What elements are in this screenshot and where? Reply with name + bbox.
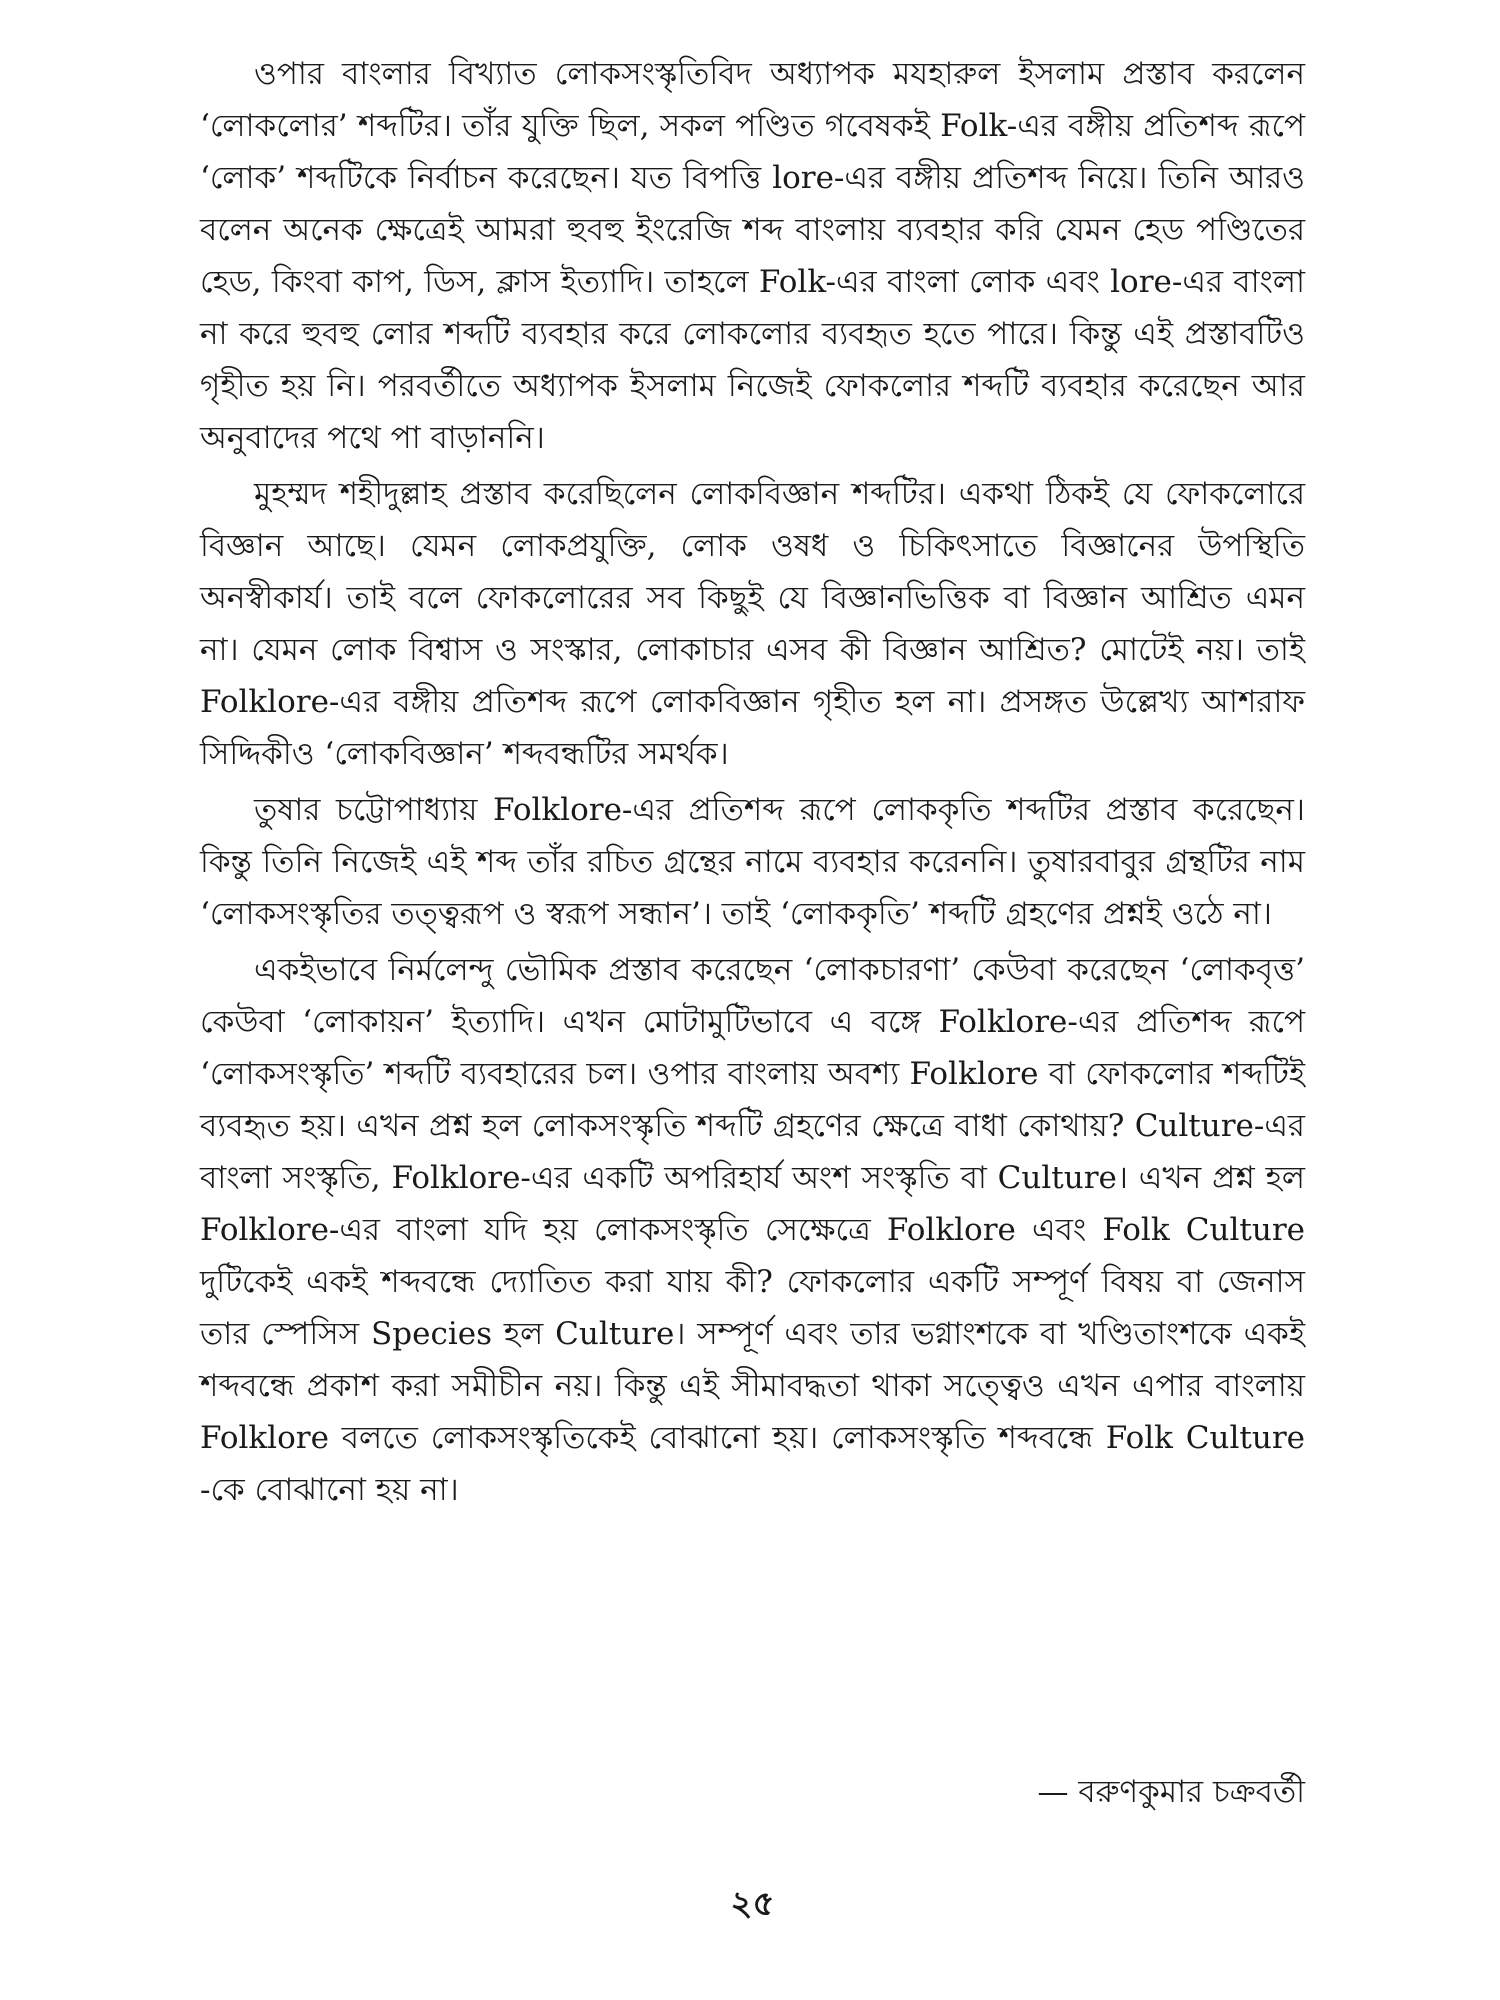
page-number: ২৫ [730, 1884, 775, 1924]
paragraph-4: একইভাবে নির্মলেন্দু ভৌমিক প্রস্তাব করেছেন ‘লোকচারণা’ কেউবা করেছেন ‘লোকবৃত্ত’ কেউবা ‘লোকায়ন’ ইত্যাদি। এখন মোটামুটিভাবে এ বঙ্গে Folklore-এর প্রতিশব্দ রূপে ‘লোকসংস্কৃতি’ শব্দটি ব্যবহারের চল। ওপার বাংলায় অবশ্য Folklore বা ফোকলোর শব্দটিই ব্যবহৃত হয়। এখন প্রশ্ন হল লোকসংস্কৃতি শব্দটি গ্রহণের ক্ষেত্রে বাধা কোথায়? Culture-এর বাংলা সংস্কৃতি, Folklore-এর একটি অপরিহার্য অংশ সংস্কৃতি বা Culture। এখন প্রশ্ন হল Folklore-এর বাংলা যদি হয় লোকসংস্কৃতি সেক্ষেত্রে Folklore এবং Folk Culture দুটিকেই একই শব্দবন্ধে দ্যোতিত করা যায় কী? ফোকলোর একটি সম্পূর্ণ বিষয় বা জেনাস তার স্পেসিস Species হল Culture। সম্পূর্ণ এবং তার ভগ্নাংশকে বা খণ্ডিতাংশকে একই শব্দবন্ধে প্রকাশ করা সমীচীন নয়। কিন্তু এই সীমাবদ্ধতা থাকা সত্ত্বেও এখন এপার বাংলায় Folklore বলতে লোকসংস্কৃতিকেই বোঝানো হয়। লোকসংস্কৃতি শব্দবন্ধে Folk Culture -কে বোঝানো হয় না। [200, 952, 1305, 1508]
paragraph-2: মুহম্মদ শহীদুল্লাহ প্রস্তাব করেছিলেন লোকবিজ্ঞান শব্দটির। একথা ঠিকই যে ফোকলোরে বিজ্ঞান আছে। যেমন লোকপ্রযুক্তি, লোক ওষধ ও চিকিৎসাতে বিজ্ঞানের উপস্থিতি অনস্বীকার্য। তাই বলে ফোকলোরের সব কিছুই যে বিজ্ঞানভিত্তিক বা বিজ্ঞান আশ্রিত এমন না। যেমন লোক বিশ্বাস ও সংস্কার, লোকাচার এসব কী বিজ্ঞান আশ্রিত? মোটেই নয়। তাই Folklore-এর বঙ্গীয় প্রতিশব্দ রূপে লোকবিজ্ঞান গৃহীত হল না। প্রসঙ্গত উল্লেখ্য আশরাফ সিদ্দিকীও ‘লোকবিজ্ঞান’ শব্দবন্ধটির সমর্থক। [200, 476, 1306, 772]
paragraph-1: ওপার বাংলার বিখ্যাত লোকসংস্কৃতিবিদ অধ্যাপক মযহারুল ইসলাম প্রস্তাব করলেন ‘লোকলোর’ শব্দটির। তাঁর যুক্তি ছিল, সকল পণ্ডিত গবেষকই Folk-এর বঙ্গীয় প্রতিশব্দ রূপে ‘লোক’ শব্দটিকে নির্বাচন করেছেন। যত বিপত্তি lore-এর বঙ্গীয় প্রতিশব্দ নিয়ে। তিনি আরও বলেন অনেক ক্ষেত্রেই আমরা হুবহু ইংরেজি শব্দ বাংলায় ব্যবহার করি যেমন হেড পণ্ডিতের হেড, কিংবা কাপ, ডিস, ক্লাস ইত্যাদি। তাহলে Folk-এর বাংলা লোক এবং lore-এর বাংলা না করে হুবহু লোর শব্দটি ব্যবহার করে লোকলোর ব্যবহৃত হতে পারে। কিন্তু এই প্রস্তাবটিও গৃহীত হয় নি। পরবর্তীতে অধ্যাপক ইসলাম নিজেই ফোকলোর শব্দটি ব্যবহার করেছেন আর অনুবাদের পথে পা বাড়াননি। [200, 56, 1305, 456]
author-signature: — বরুণকুমার চক্রবর্তী [1037, 1774, 1305, 1810]
page-body [200, 48, 1305, 1948]
paragraph-3: তুষার চট্টোপাধ্যায় Folklore-এর প্রতিশব্দ রূপে লোককৃতি শব্দটির প্রস্তাব করেছেন। কিন্তু তিনি নিজেই এই শব্দ তাঁর রচিত গ্রন্থের নামে ব্যবহার করেননি। তুষারবাবুর গ্রন্থটির নাম ‘লোকসংস্কৃতির তত্ত্বরূপ ও স্বরূপ সন্ধান’। তাই ‘লোককৃতি’ শব্দটি গ্রহণের প্রশ্নই ওঠে না। [200, 792, 1305, 932]
